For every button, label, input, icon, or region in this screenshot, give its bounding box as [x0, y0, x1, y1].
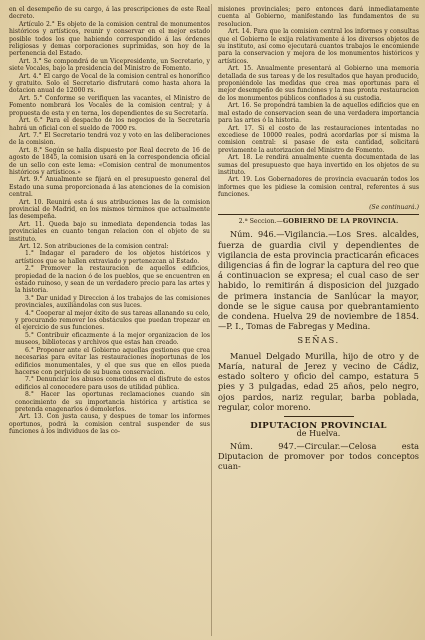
article-paragraph: Art. 13. Con justa causa, y despues de tomar los informes oportunos, podrá la comision central suspender de sus funciones á los individuos de las co-: [9, 413, 210, 436]
senas-description: [218, 351, 419, 412]
right-column: [218, 6, 419, 471]
article-paragraph: Art. 4.° El cargo de Vocal de la comision central es honorífico y gratuito. Solo el Secretario disfrutará como hasta ahora la dotacion anual de 12000 rs.: [9, 72, 210, 95]
article-paragraph: 4.° Cooperar al mejor éxito de sus tareas allanando su celo, y procurando remover los obstáculos que puedan tropezar en el ejercicio de sus funciones.: [15, 309, 210, 332]
article-paragraph: 5.° Contribuir eficazmente á la mejor organizacion de los museos, bibliotecas y archivos que estas han creado.: [15, 331, 210, 347]
section-label: 2.ª Seccion.—: [238, 217, 283, 225]
section-heading: [218, 218, 419, 225]
article-paragraph: Art. 3.° Se compondrá de un Vicepresidente, un Secretario, y siete Vocales, bajo la presidencia del Ministro de Fomento.: [9, 57, 210, 73]
article-paragraph: Art. 10. Reunirá esta á sus atribuciones las de la comision provincial de Madrid, en los mismos términos que actualmente las desempeña.: [9, 198, 210, 221]
article-paragraph: misiones provinciales; pero entonces dará inmediatamente cuenta al Gobierno, manifestando las fundamentos de su resolucion.: [218, 6, 419, 28]
diputacion-circular: [218, 441, 419, 472]
article-paragraph: Art. 19. Los Gobernadores de provincia evacuarán todos los informes que les pidiese la comision central, referentes á sus funciones.: [218, 176, 419, 199]
article-paragraph: Art. 9.° Anualmente se fijará en el presupuesto general del Estado una suma proporcionada á las atenciones de la comision central.: [9, 176, 210, 199]
article-paragraph: Art. 17. Si el costo de las restauraciones intentadas no excediese de 10000 reales, podrá acordarlas por sí misma la comision central: si pasase de esta cantidad, solicitará previamente la autorizacion del Ministro de Fomento.: [218, 124, 419, 154]
column-divider: [211, 4, 212, 636]
article-paragraph: 8.° Hacer las oportunas reclamaciones cuando sin conocimiento de su importancia histórica y artística se pretenda enagenarlos ó demolerlos.: [15, 391, 210, 413]
article-paragraph: 6.° Proponer ante el Gobierno aquellas gestiones que crea necesarias para evitar las restauraciones inoportunas de los edificios monumentales, y el que sus que en ellos pueda hacerse con perjuicio de su buena conservacion.: [15, 346, 210, 376]
article-paragraph: Art. 14. Para que la comision central los informes y consultas que el Gobierno le exija relativamente á los diversos objetos de su instituto, así como ejecutará cuantos trabajos le encomiende para la conservacion y mejora de los monumentos históricos y artísticos.: [218, 28, 419, 65]
senas-text: Manuel Delgado Murilla, hijo de otro y de María, natural de Jerez y vecino de Cádiz, estado soltero y oficio del campo, estatura 5 pies y 3 pulgadas, edad 25 años, pelo negro, ojos pardos, nariz regular, barba poblada, regular, color moreno.: [218, 350, 419, 412]
article-paragraph: en el desempeño de su cargo, á las prescripciones de este Real decreto.: [9, 6, 210, 21]
article-paragraph: Art. 8.° Según se halla dispuesto por Real decreto de 16 de agosto de 1845, la comision usará en la correspondencia oficial de un sello con este lema: «Comision central de monumentos históricos y artísticos.»: [9, 146, 210, 176]
left-column: [9, 6, 210, 436]
section-title: GOBIERNO DE LA PROVINCIA.: [282, 217, 399, 225]
right-column-articles: [218, 6, 419, 199]
senas-heading: SEÑAS.: [297, 335, 340, 346]
article-paragraph: 2.° Promover la restauracion de aquellos edificios, propiedad de la nacion ó de los pueblos, que se encuentren en estado ruinoso, y sean de un verdadero precio para las artes y la historia.: [15, 265, 210, 295]
article-paragraph: Art. 7.° El Secretario tendrá voz y voto en las deliberaciones de la comision.: [9, 131, 210, 147]
article-paragraph: Art. 15. Anualmente presentará al Gobierno una memoria detallada de sus tareas y de los resultados que hayan producido, proponiéndole las medidas que crea mas oportunas para el mejor desempeño de sus funciones y la mas pronta restauracion de los monumentos públicos confiados á su custodia.: [218, 65, 419, 102]
article-paragraph: Art. 5.° Conforme se verifiquen las vacantes, el Ministro de Fomento nombrará los Vocales de la comision central; y á propuesta de esta y en terna, los dependientes de su Secretaría.: [9, 94, 210, 117]
diputacion-subtitle: de Huelva.: [296, 429, 341, 439]
vigilancia-notice: [218, 229, 419, 331]
article-paragraph: 7.° Denunciar los abusos cometidos en el disfrute de estos edificios al conocedere para usos de utilidad pública.: [15, 376, 210, 391]
article-paragraph: Art. 11. Queda bajo su inmediata dependencia todas las provinciales en cuanto tengan relacion con el objeto de su instituto.: [9, 220, 210, 243]
section-rule-short: [284, 416, 354, 417]
article-paragraph: Art. 18. Le rendirá anualmente cuenta documentada de las sumas del presupuesto que haya invertido en los objetos de su instituto.: [218, 154, 419, 176]
article-paragraph: Artículo 2.° Es objeto de la comision central de monumentos históricos y artísticos, reunir y conservar en el mejor estado posible todos los que habiendo correspondido á las órdenes religiosas y demas corporaciones suprimidas, son hoy de la pertenencia del Estado.: [9, 20, 210, 58]
article-paragraph: Art. 16. Se propondrá tambien la de aquellos edificios que en mal estado de conservacion sean de una verdadera importancia para las artes ó la historia.: [218, 102, 419, 125]
diputacion-text: Núm. 947.—Circular.—Celosa esta Diputacion de promover por todos conceptos cuan-: [218, 440, 419, 472]
article-paragraph: Art. 12. Son atribuciones de la comision central:: [19, 243, 169, 250]
article-paragraph: Art. 6.° Para el despacho de los negocios de la Secretaría habrá un oficial con el sueldo de 7000 rs.: [9, 117, 210, 132]
notice-paragraph: Núm. 946.—Vigilancia.—Los Sres. alcaldes, fuerza de guardia civil y dependientes de vigilancia de esta provincia practicarán eficaces diligencias á fin de lograr la captura del reo que á continuacion se expresa; el cual caso de ser habido, lo remitirán á disposicion del juzgado de primera instancia de Sanlúcar la mayor, donde se le sigue causa por quebrantamiento de condena. Huelva 29 de noviembre de 1854.—P. I., Tomas de Fabregas y Medina.: [218, 229, 419, 332]
continuation-note: (Se continuará.): [369, 203, 419, 211]
article-paragraph: 3.° Dar unidad y Direccion á los trabajos de las comisiones provinciales, auxiliándolas con sus luces.: [15, 294, 210, 310]
section-rule-top: [218, 214, 419, 215]
article-paragraph: 1.° Indagar el paradero de los objetos históricos y artísticos que se hallen extraviado y pertenezcan al Estado.: [15, 250, 210, 265]
diputacion-title: DIPUTACION PROVINCIAL: [250, 421, 387, 432]
